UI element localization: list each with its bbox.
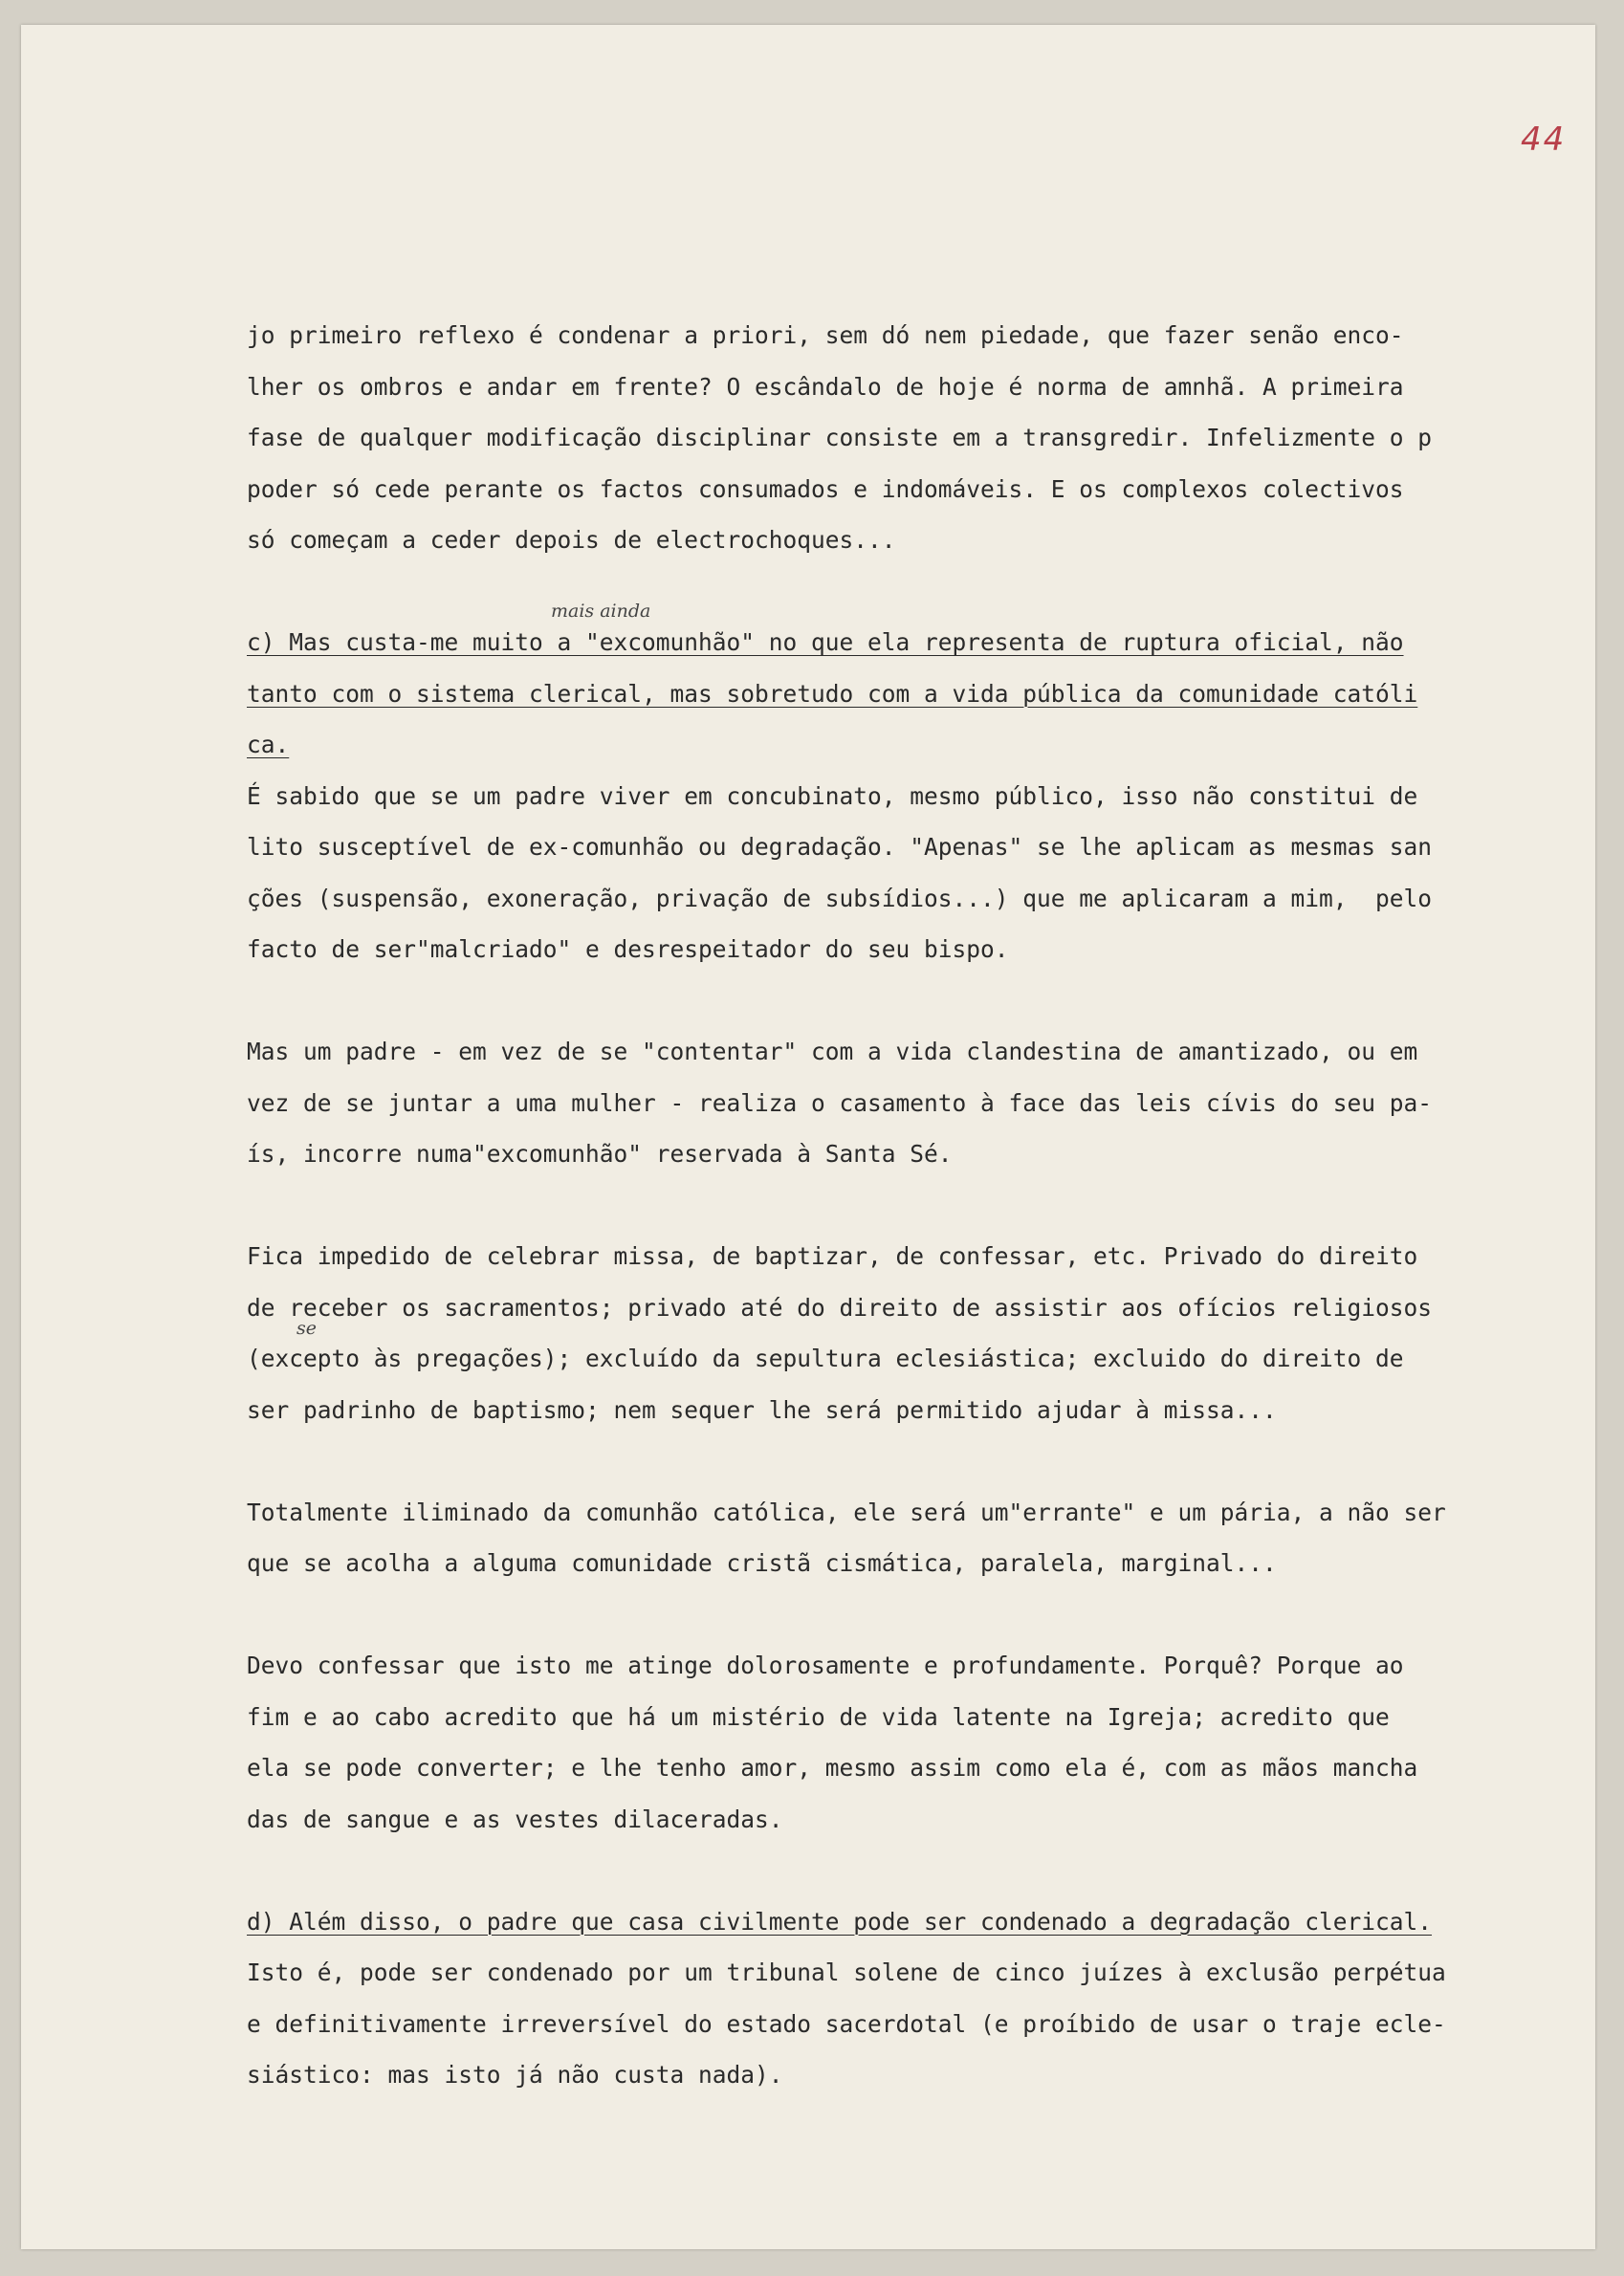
paragraph-4 xyxy=(247,1026,1528,1180)
text-line: ela se pode converter; e lhe tenho amor, mesmo assim como ela é, com as mãos mancha xyxy=(247,1754,1418,1782)
paragraph-3 xyxy=(247,771,1528,975)
text-line: facto de ser"malcriado" e desrespeitador do seu bispo. xyxy=(247,935,1009,963)
paragraph-gap xyxy=(247,1435,1528,1487)
paragraph-8-section-d xyxy=(247,1896,1528,2101)
paragraph-7 xyxy=(247,1640,1528,1845)
paragraph-6 xyxy=(247,1487,1528,1589)
text-line: ser padrinho de baptismo; nem sequer lhe será permitido ajudar à missa... xyxy=(247,1395,1277,1424)
text-line: Fica impedido de celebrar missa, de baptizar, de confessar, etc. Privado do direito xyxy=(247,1242,1418,1270)
paragraph-gap xyxy=(247,1180,1528,1232)
text-line: vez de se juntar a uma mulher - realiza o casamento à face das leis cívis do seu pa- xyxy=(247,1088,1433,1117)
text-line: ções (suspensão, exoneração, privação de subsídios...) que me aplicaram a mim, pelo xyxy=(247,884,1433,912)
text-line: só começam a ceder depois de electrochoques... xyxy=(247,526,896,554)
handwritten-insertion-mais-ainda: mais ainda xyxy=(551,601,651,622)
text-line: que se acolha a alguma comunidade cristã cismática, paralela, marginal... xyxy=(247,1549,1277,1577)
text-line: jo primeiro reflexo é condenar a priori, sem dó nem piedade, que fazer senão enco- xyxy=(247,321,1404,349)
handwritten-page-number: 44 xyxy=(1521,120,1567,159)
text-line: lito susceptível de ex-comunhão ou degradação. "Apenas" se lhe aplicam as mesmas san xyxy=(247,833,1433,861)
text-line: siástico: mas isto já não custa nada). xyxy=(247,2061,783,2089)
text-line: (excepto às pregações); excluído da sepultura eclesiástica; excluido do direito de xyxy=(247,1345,1404,1372)
text-line: Devo confessar que isto me atinge dolorosamente e profundamente. Porquê? Porque ao xyxy=(247,1652,1404,1679)
text-line: das de sangue e as vestes dilaceradas. xyxy=(247,1805,783,1833)
text-line-underlined: tanto com o sistema clerical, mas sobretudo com a vida pública da comunidade católi xyxy=(247,679,1418,708)
text-line: fase de qualquer modificação disciplinar consiste em a transgredir. Infelizmente o p xyxy=(247,424,1433,451)
text-line: Isto é, pode ser condenado por um tribunal solene de cinco juízes à exclusão perpétua xyxy=(247,1959,1446,1986)
text-line: lher os ombros e andar em frente? O escândalo de hoje é norma de amnhã. A primeira xyxy=(247,372,1404,401)
text-line-underlined: c) Mas custa-me muito a "excomunhão" no que ela representa de ruptura oficial, não xyxy=(247,628,1404,656)
paragraph-5 xyxy=(247,1231,1528,1435)
paragraph-gap xyxy=(247,1589,1528,1641)
paragraph-gap xyxy=(247,975,1528,1027)
text-line: fim e ao cabo acredito que há um mistério de vida latente na Igreja; acredito que xyxy=(247,1702,1390,1731)
text-line: de receber os sacramentos; privado até do direito de assistir aos ofícios religiosos xyxy=(247,1293,1433,1322)
paragraph-1 xyxy=(247,310,1528,566)
text-line: Mas um padre - em vez de se "contentar" com a vida clandestina de amantizado, ou em xyxy=(247,1038,1418,1065)
text-line: É sabido que se um padre viver em concubinato, mesmo público, isso não constitui de xyxy=(247,781,1418,810)
paragraph-2-section-c xyxy=(247,617,1528,771)
text-line-underlined: d) Além disso, o padre que casa civilmente pode ser condenado a degradação clerical. xyxy=(247,1907,1433,1936)
paragraph-gap xyxy=(247,1845,1528,1896)
document-body xyxy=(247,310,1528,2101)
text-line-underlined: ca. xyxy=(247,731,290,758)
text-line: e definitivamente irreversível do estado sacerdotal (e proíbido de usar o traje ecle- xyxy=(247,2009,1446,2038)
text-line: ís, incorre numa"excomunhão" reservada à Santa Sé. xyxy=(247,1140,953,1168)
handwritten-insertion-se: se xyxy=(296,1318,317,1339)
text-line: poder só cede perante os factos consumados e indomáveis. E os complexos colectivos xyxy=(247,474,1404,503)
text-line: Totalmente iliminado da comunhão católica, ele será um"errante" e um pária, a não ser xyxy=(247,1498,1446,1526)
paragraph-gap xyxy=(247,566,1528,618)
